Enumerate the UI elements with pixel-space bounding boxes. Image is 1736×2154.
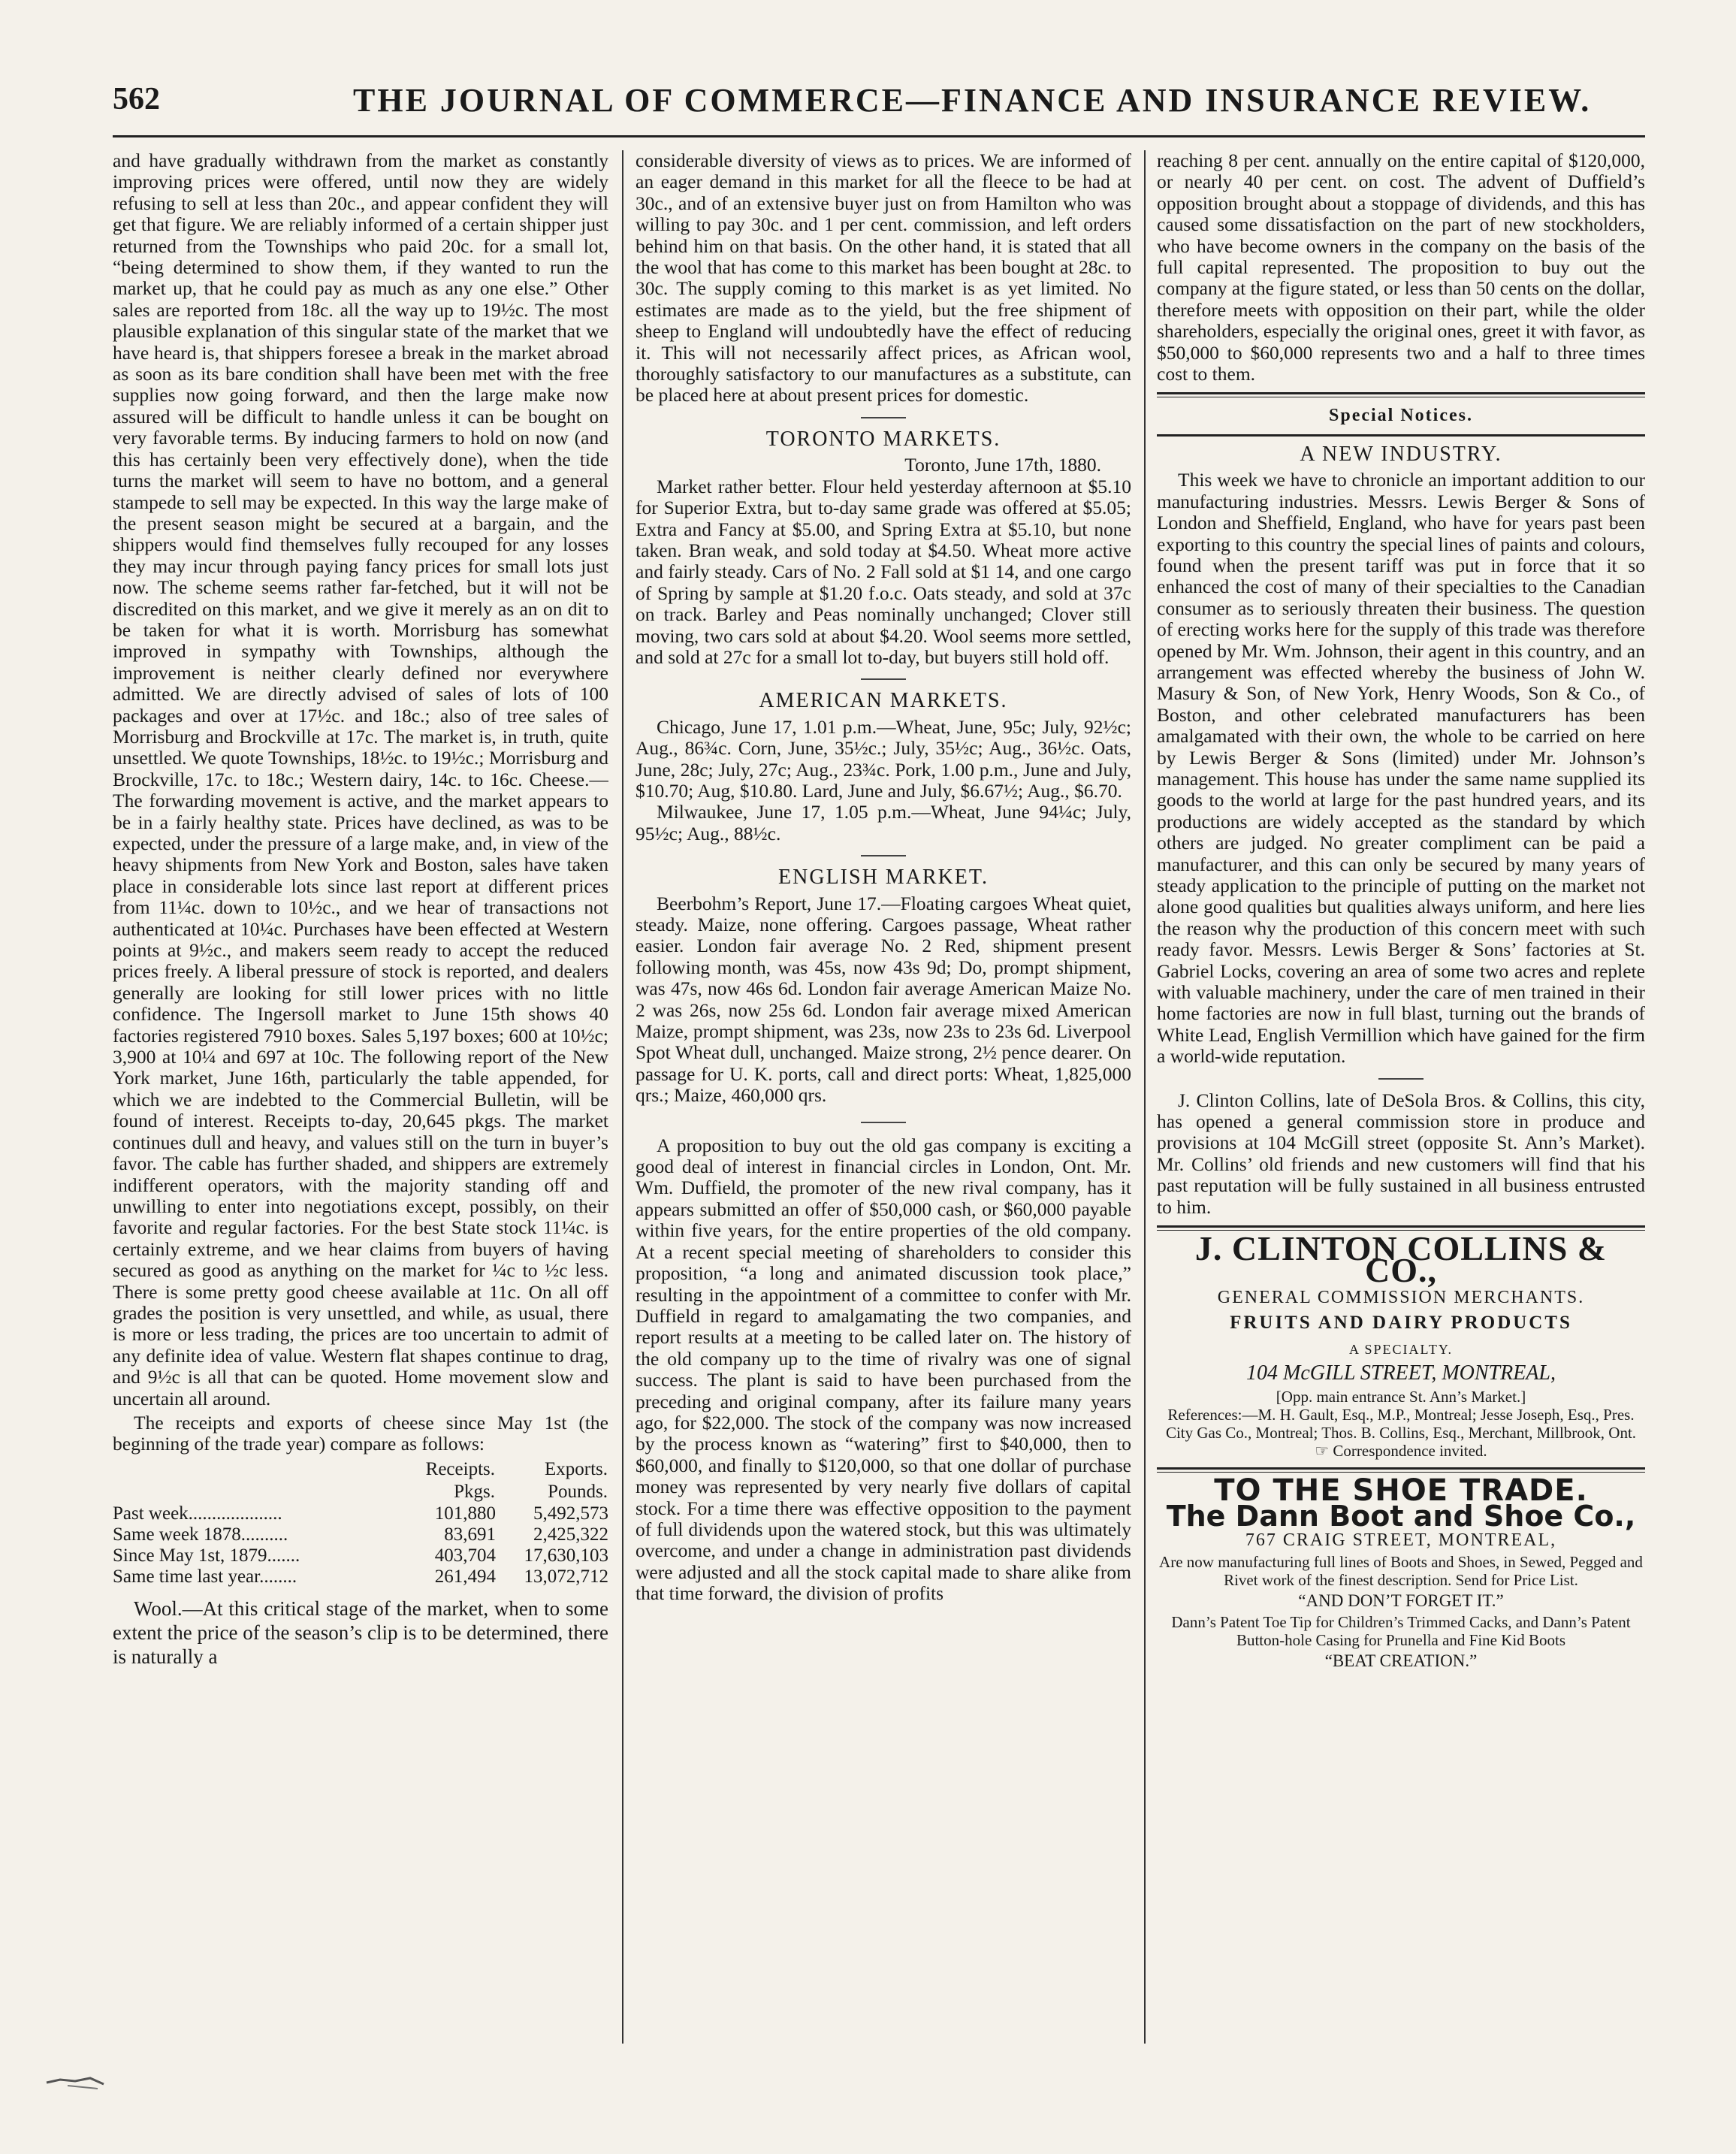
- section-heading: A NEW INDUSTRY.: [1300, 442, 1502, 466]
- section-heading: AMERICAN MARKETS.: [759, 689, 1008, 713]
- table-header-row: [113, 1458, 608, 1481]
- ad-title: TO THE SHOE TRADE.: [1214, 1473, 1588, 1508]
- column-3: [1157, 150, 1645, 2059]
- article-text: considerable diversity of views as to prices. We are informed of an eager demand in this market for all the fleece to be had at 30c., and of an extensive buyer just on from Hamilton who was willing to pay 30c. and 1 per cent. commission, and left orders behind him on that basis. On the other hand, it is stated that all the wool that has come to this market has been bought at 28c. to 30c. The supply coming to this market is as yet limited. No estimates are made as to the yield, but the free shipment of sheep to England will undoubtedly have the effect of reducing it. This will not necessarily affect prices, as African wool, thoroughly satisfactory to our manufactures as a substitute, can be placed here at about present prices for domestic.: [636, 150, 1131, 406]
- article-text: A proposition to buy out the old gas company is exciting a good deal of interest in financial circles in London, Ont. Mr. Wm. Duffield, the promoter of the new rival company, has it appears submitted an offer of $50,000 cash, or $60,000 payable within five years, for the entire properties of the old company. At a recent special meeting of shareholders to consider this proposition, “a long and animated discussion took place,” resulting in the appointment of a committee to confer with Mr. Duffield in regard to amalgamating the two companies, and report results at a meeting to be called later on. The history of the old company up to the time of rivalry was one of signal success. The plant is said to have been purchased from the preceding and original company, after its failure many years ago, for $22,000. The stock of the company was now increased by the process known as “watering” first to $40,000, then to $60,000, and finally to $120,000, so that one dollar of purchase money was represented by very nearly five dollars of capital stock. For a time there was effective opposition to the payment of full dividends upon the watered stock, but this was ultimately overcome, and under a change in administration past dividends were adjusted and all the stock capital made to share alike from that time forward, the division of profits: [636, 1134, 1131, 1605]
- ad-correspondence: ☞ Correspondence invited.: [1315, 1441, 1487, 1460]
- ad-specialty: A SPECIALTY.: [1348, 1341, 1454, 1357]
- collins-advertisement: [1157, 1229, 1645, 1460]
- ad-patent: Dann’s Patent Toe Tip for Children’s Trimmed Cacks, and Dann’s Patent Button-hole Casing for Prunella and Fine Kid Boots: [1171, 1612, 1631, 1649]
- table-units-row: [113, 1481, 608, 1503]
- table-row: [113, 1545, 608, 1566]
- article-text: This week we have to chronicle an important addition to our manufacturing industries. Messrs. Lewis Berger & Sons of London and Sheffield, England, who have for years past been exporting to this country the special lines of paints and colours, found when the present tariff was put in force that it so enhanced the cost of many of their specialties to the Canadian consumer as to seriously threaten their business. The question of erecting works here for the supply of this trade was therefore opened by Mr. Wm. Johnson, their agent in this country, and an arrangement was effected whereby the business of John W. Masury & Son, of New York, Henry Woods, Son & Co., of Boston, and other celebrated manufacturers has been amalgamated with their own, the whole to be carried on here by Lewis Berger & Sons (limited) under Mr. Johnson’s management. This house has under the same name supplied its goods to the world at large for the past hundred years, and its productions are widely accepted as the standard by which others are judged. No greater compliment can be paid a manufacturer, and this can only be secured by many years of steady application to the principle of putting on the market not alone good qualities but qualities always uniform, and here lies the reason why the production of this concern meet with such ready favor. Messrs. Lewis Berger & Sons’ factories at St. Gabriel Locks, covering an area of some two acres and replete with valuable machinery, under the care of men trained in their home factories are now in full blast, turning out the brands of White Lead, English Vermillion which have gained for the firm a world-wide reputation.: [1157, 469, 1645, 1068]
- column-1: [113, 150, 608, 2059]
- ad-title: J. CLINTON COLLINS & CO.,: [1194, 1229, 1608, 1289]
- table-cell-label: Past week....................: [113, 1503, 282, 1524]
- special-notices-heading: Special Notices.: [1329, 406, 1473, 426]
- table-cell-receipts: 403,704: [434, 1545, 496, 1566]
- section-heading: TORONTO MARKETS.: [765, 427, 1001, 451]
- table-cell-receipts: 261,494: [434, 1566, 496, 1587]
- column-divider: [1144, 150, 1146, 2044]
- ad-address: 104 McGILL STREET, MONTREAL,: [1246, 1361, 1556, 1385]
- shoe-advertisement: [1157, 1473, 1645, 1670]
- article-text: Market rather better. Flour held yesterday afternoon at $5.10 for Superior Extra, but to-day same grade was offered at $5.05; Extra and Fancy at $5.00, and Spring Extra at $5.10, but none taken. Bran weak, and sold today at $4.50. Wheat more active and fairly steady. Cars of No. 2 Fall sold at $1 14, and one cargo of Spring by sample at $1.20 f.o.c. Oats steady, and sold at 37c on track. Barley and Peas nominally unchanged; Clover still moving, two cars sold at about $4.20. Wool seems more settled, and sold at 27c for a small lot to-day, but buyers still hold off.: [636, 475, 1131, 668]
- section-divider: [1378, 1078, 1424, 1080]
- table-cell-exports: 17,630,103: [524, 1545, 608, 1566]
- ad-references: References:—M. H. Gault, Esq., M.P., Montreal; Jesse Joseph, Esq., Pres. City Gas Co., Montreal; Thos. B. Collins, Esq., Merchant, Millbrook, Ont.: [1165, 1405, 1637, 1442]
- ink-smudge-mark: [45, 2074, 105, 2092]
- table-col-unit: Pounds.: [548, 1481, 608, 1502]
- section-divider: [861, 678, 906, 680]
- section-divider: [861, 417, 906, 418]
- page-number: 562: [113, 82, 160, 116]
- section-divider: [1157, 434, 1645, 437]
- ad-slogan: “AND DON’T FORGET IT.”: [1298, 1591, 1504, 1610]
- table-cell-exports: 2,425,322: [533, 1524, 608, 1545]
- article-text: J. Clinton Collins, late of DeSola Bros. & Collins, this city, has opened a general commission store in produce and provisions at 104 McGill street (opposite St. Ann’s Market). Mr. Collins’ old friends and new customers will find that his past reputation will be fully sustained in all business entrusted to him.: [1157, 1089, 1645, 1218]
- article-text: Beerbohm’s Report, June 17.—Floating cargoes Wheat quiet, steady. Maize, none offering. Cargoes passage, Wheat rather easier. London fair average No. 2 Red, shipment present following month, was 45s, now 43s 9d; Do, prompt shipment, was 47s, now 46s 6d. London fair average American Maize No. 2 was 26s, now 25s 6d. London fair average mixed American Maize, prompt shipment, was 23s, now 23s to 23s 6d. Liverpool Spot Wheat dull, unchanged. Maize strong, 2½ pence dearer. On passage for U. K. ports, call and direct ports: Wheat, 1,825,000 qrs.; Maize, 460,000 qrs.: [636, 892, 1131, 1107]
- table-row: [113, 1566, 608, 1588]
- article-text: Chicago, June 17, 1.01 p.m.—Wheat, June, 95c; July, 92½c; Aug., 86¾c. Corn, June, 35½c.; July, 35½c; Aug., 36½c. Oats, June, 28c; July, 27c; Aug., 23¾c. Pork, 1.00 p.m., June and July, $10.70; Aug, $10.80. Lard, June and July, $6.67½; Aug., $6.70.: [636, 715, 1131, 802]
- table-cell-exports: 13,072,712: [524, 1566, 608, 1587]
- section-divider: [861, 855, 906, 856]
- section-heading: ENGLISH MARKET.: [778, 866, 989, 890]
- section-divider: [861, 1122, 906, 1123]
- article-text: and have gradually withdrawn from the market as constantly improving prices were offered, until now they are widely refusing to sell at less than 20c., and appear confident they will get that figure. We are reliably informed of a certain shipper just returned from the Townships who paid 20c. for a small lot, “being determined to show them, if they wanted to run the market up, that he could pay as much as any one else.” Other sales are reported from 18c. all the way up to 19½c. The most plausible explanation of this singular state of the market that we have heard is, that shippers foresee a break in the market abroad as soon as its bare condition shall have been met with the free supplies now going forward, and then the large make now assured will be difficult to handle unless it can be bought on very favorable terms. By inducing farmers to hold on now (and this has certainly been very effectively done), when the tide turns the market will seem to have no bottom, and a general stampede to sell may be expected. In this way the large make of the present season might be secured at a bargain, and the shippers would find themselves fully recouped for any losses they may incur through paying fancy prices for small lots just now. The scheme seems rather far-fetched, but it will not be discredited on this market, and we give it merely as an on dit to be taken for what it is worth. Morrisburg has somewhat improved in sympathy with Townships, although the improvement is neither clearly defined nor everywhere admitted. We are directly advised of sales of lots of 100 packages and over at 17½c. and 18c.; also of tree sales of Morrisburg and Brockville at 17c. The market is, in truth, quite unsettled. We quote Townships, 18½c. to 19½c.; Morrisburg and Brockville, 17c. to 18c.; Western dairy, 14c. to 16c. Cheese.—The forwarding movement is active, and the market appears to be in a fairly healthy state. Prices have declined, as was to be expected, under the pressure of a large make, and, in view of the heavy shipments from New York and Boston, sales have taken place in considerable lots since last report at different prices from 11¼c. down to 10½c., and we hear of transactions not authenticated at 10¼c. Purchases have been effected at Western points at 9½c., and makers seem ready to accept the reduced prices freely. A liberal pressure of stock is reported, and dealers generally are looking for still lower prices with no little confidence. The Ingersoll market to June 15th shows 40 factories registered 7910 boxes. Sales 5,197 boxes; 600 at 10½c; 3,900 at 10¼ and 697 at 10c. The following report of the New York market, June 16th, particularly the table appended, for which we are indebted to the Commercial Bulletin, will be found of interest. Receipts to-day, 20,645 pkgs. The market continues dull and heavy, and values still on the turn in buyer’s favor. The cable has further shaded, and shippers are extremely indifferent operators, with the majority standing off and unwilling to enter into negotiations except, possibly, on their favorite and regular factories. For the best State stock 11¼c. is certainly extreme, and we hear claims from buyers of having secured as good as anything on the market for ¼c to ½c less. There is some pretty good cheese available at 11c. On all off grades the position is very unsettled, and while, as usual, there is more or less trading, the prices are too uncertain to admit of any definite idea of value. Western flat shapes continue to drag, and 9½c is all that can be quoted. Home movement slow and uncertain all around.: [113, 150, 608, 1409]
- article-text: reaching 8 per cent. annually on the entire capital of $120,000, or nearly 40 per cent. on cost. The advent of Duffield’s opposition brought about a stoppage of dividends, and this has caused some dissatisfaction on the part of new stockholders, who have become owners in the company on the basis of the full capital represented. The proposition to buy out the company at the figure stated, or less than 50 cents on the dollar, therefore meets with opposition on their part, while the older shareholders, especially the original ones, greet it with favor, as $50,000 to $60,000 represents two and a half to three times cost to them.: [1157, 150, 1645, 385]
- ad-closing: “BEAT CREATION.”: [1324, 1651, 1478, 1670]
- column-divider: [622, 150, 623, 2044]
- table-row: [113, 1503, 608, 1524]
- table-col-header: Receipts.: [425, 1458, 495, 1479]
- running-head: THE JOURNAL OF COMMERCE—FINANCE AND INSURANCE REVIEW.: [353, 82, 1592, 119]
- section-divider: [1157, 392, 1645, 397]
- table-cell-receipts: 83,691: [444, 1524, 496, 1545]
- table-cell-label: Since May 1st, 1879.......: [113, 1545, 300, 1566]
- column-2: [636, 150, 1131, 2059]
- article-text: Milwaukee, June 17, 1.05 p.m.—Wheat, June 94¼c; July, 95½c; Aug., 88½c.: [636, 801, 1131, 844]
- table-col-header: Exports.: [544, 1458, 608, 1479]
- ad-subtitle: GENERAL COMMISSION MERCHANTS.: [1217, 1287, 1585, 1307]
- table-cell-label: Same week 1878..........: [113, 1524, 288, 1545]
- section-divider: [1157, 1467, 1645, 1473]
- table-row: [113, 1524, 608, 1545]
- article-text: The receipts and exports of cheese since May 1st (the beginning of the trade year) compare as follows:: [113, 1411, 608, 1455]
- ad-company: The Dann Boot and Shoe Co.,: [1166, 1499, 1636, 1533]
- ad-text: Are now manufacturing full lines of Boots and Shoes, in Sewed, Pegged and Rivet work of the finest description. Send for Price List.: [1159, 1552, 1643, 1589]
- table-col-unit: Pkgs.: [454, 1481, 495, 1502]
- dateline: Toronto, June 17th, 1880.: [904, 454, 1101, 476]
- header-rule: [113, 135, 1645, 137]
- page-header: [113, 81, 1645, 123]
- ad-address: 767 CRAIG STREET, MONTREAL,: [1245, 1530, 1557, 1551]
- table-cell-label: Same time last year........: [113, 1566, 297, 1587]
- table-cell-receipts: 101,880: [434, 1503, 496, 1524]
- article-text: Wool.—At this critical stage of the market, when to some extent the price of the season’s clip is to be determined, there is naturally a: [113, 1597, 608, 1668]
- ad-opposite: [Opp. main entrance St. Ann’s Market.]: [1276, 1387, 1526, 1406]
- cheese-table: [113, 1458, 608, 1588]
- ad-products: FRUITS AND DAIRY PRODUCTS: [1230, 1313, 1572, 1334]
- table-cell-exports: 5,492,573: [533, 1503, 608, 1524]
